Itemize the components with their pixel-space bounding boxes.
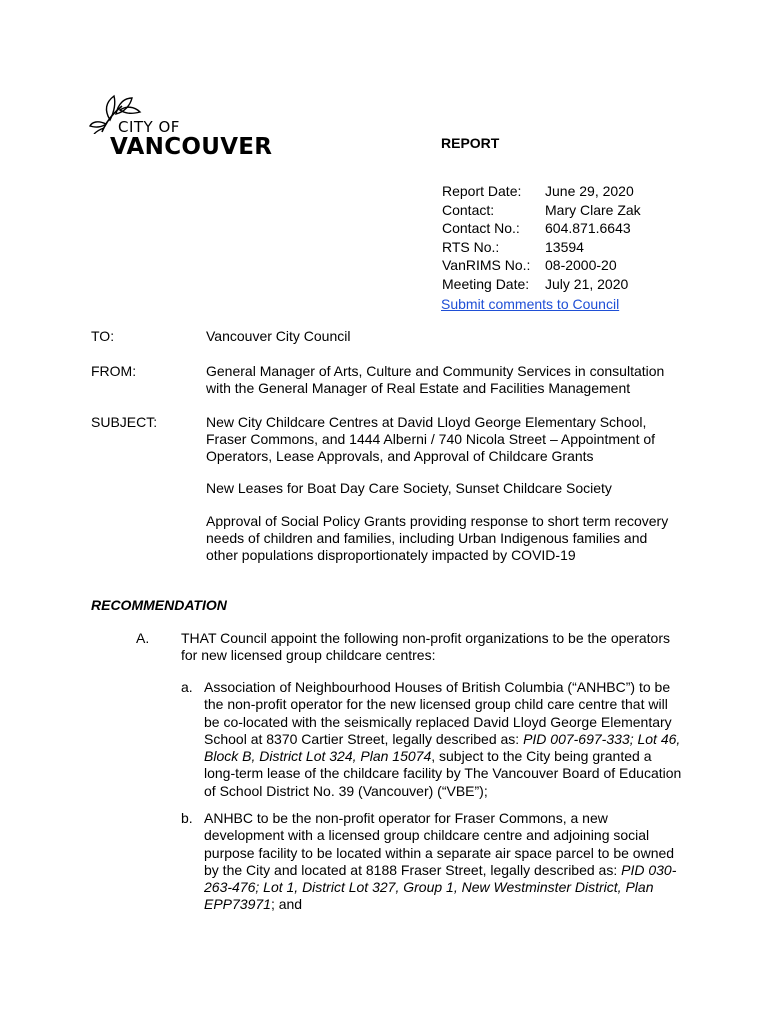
meta-row-report-date: Report Date: June 29, 2020	[442, 183, 634, 199]
meta-row-contact: Contact: Mary Clare Zak	[442, 201, 641, 218]
to-label: TO:	[91, 328, 115, 344]
item-a-text: THAT Council appoint the following non-profit organizations to be the operators for new licensed group childcare centres:	[181, 630, 670, 663]
sub-item-b-text: ANHBC to be the non-profit operator for Fraser Commons, a new development with a licensed group childcare centre and adjoining social purpose facility to be located within a separate air space parcel to be owned by the City and located at 8188 Fraser Street, legally described as: PID 030- 263-476; Lot 1, District Lot 327, Group 1, New Westminster District, Plan EPP73971; and	[204, 810, 677, 913]
subject-paragraph-1: New City Childcare Centres at David Lloyd George Elementary School, Fraser Commons, and 1444 Alberni / 740 Nicola Street – Appointment of Operators, Lease Approvals, and Approval of Childcare Grants	[206, 414, 656, 464]
subject-label: SUBJECT:	[91, 414, 158, 430]
meta-row-vanrims-no: VanRIMS No.: 08-2000-20	[442, 257, 617, 274]
submit-comments-link[interactable]: Submit comments to Council	[441, 296, 620, 312]
sub-item-b-letter: b.	[181, 810, 193, 826]
to-value: Vancouver City Council	[206, 328, 351, 344]
meta-row-contact-no: Contact No.: 604.871.6643	[442, 220, 631, 237]
sub-item-a-text: Association of Neighbourhood Houses of British Columbia (“ANHBC”) to be the non-profit operator for the new licensed group child care centre that will be co-located with the seismically replaced David Lloyd George Elementary School at 8370 Cartier Street, legally described as: PID 007-697-333; Lot 46, Block B, District Lot 324, Plan 15074, subject to the City being granted a long-term lease of the childcare facility by The Vancouver Board of Education of School District No. 39 (Vancouver) (“VBE”);	[204, 679, 682, 799]
subject-paragraph-3: Approval of Social Policy Grants providing response to short term recovery needs of children and families, including Urban Indigenous families and other populations disproportionately impacted by COVID-19	[206, 513, 669, 563]
logo-vancouver: VANCOUVER	[110, 134, 273, 160]
logo-city-of: CITY OF	[118, 118, 180, 136]
item-a-letter: A.	[136, 630, 150, 646]
subject-paragraph-2: New Leases for Boat Day Care Society, Sunset Childcare Society	[206, 480, 612, 496]
city-of-vancouver-logo	[88, 92, 273, 164]
meta-row-meeting-date: Meeting Date: July 21, 2020	[442, 275, 629, 292]
from-label: FROM:	[91, 363, 137, 379]
meta-row-rts-no: RTS No.: 13594	[442, 238, 584, 255]
report-meta	[442, 183, 641, 295]
recommendation-heading: RECOMMENDATION	[91, 597, 227, 613]
report-title: REPORT	[441, 135, 500, 151]
sub-item-a-letter: a.	[181, 679, 193, 695]
from-value: General Manager of Arts, Culture and Community Services in consultation with the General Manager of Real Estate and Facilities Management	[206, 363, 665, 396]
